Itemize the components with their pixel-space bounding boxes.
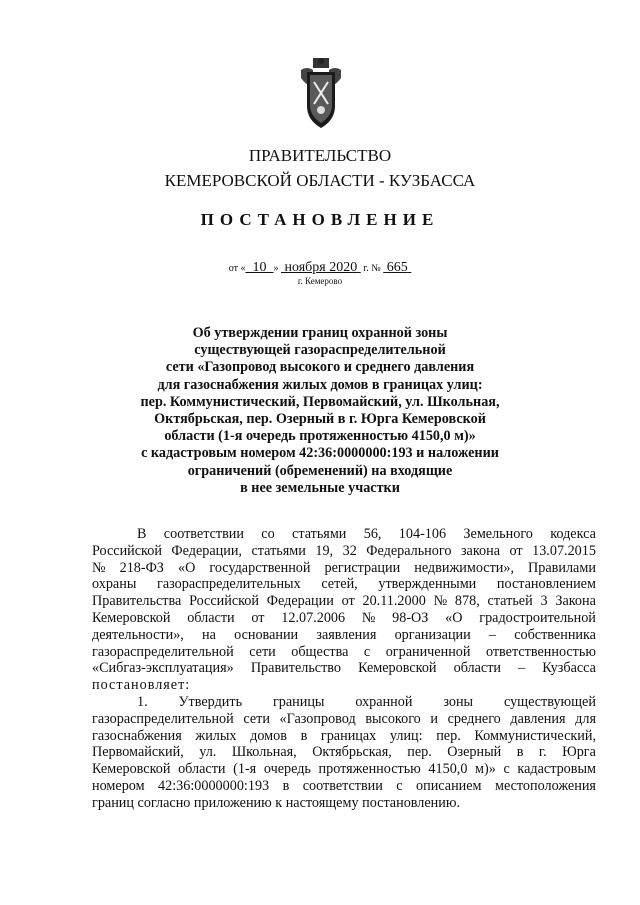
title-line: с кадастровым номером 42:36:0000000:193 и наложении (141, 445, 499, 462)
title-line: пер. Коммунистический, Первомайский, ул. Школьная, (140, 393, 500, 410)
date-mid2: г. № (363, 263, 381, 274)
document-number: 665 (386, 260, 408, 275)
date-day: 10 (252, 260, 267, 275)
title-line: для газоснабжения жилых домов в границах улиц: (157, 376, 483, 393)
city-label: г. Кемерово (297, 276, 343, 286)
government-line-1: ПРАВИТЕЛЬСТВО (248, 146, 392, 165)
title-line: ограничений (обременений) на входящие (187, 462, 453, 479)
title-line: существующей газораспределительной (194, 342, 446, 359)
body-line: номером 42:36:0000000:193 в соответствии с описанием местоположения (92, 777, 596, 794)
date-line (0, 260, 640, 276)
document-title (120, 325, 520, 497)
body-line: В соответствии со статьями 56, 104-106 Земельного кодекса (137, 526, 596, 542)
body-line: Кемеровской области (1-я очередь протяженностью 4150,0 м)» с кадастровым (92, 761, 596, 778)
title-line: сети «Газопровод высокого и среднего давления (165, 359, 475, 376)
title-line: Октябрьская, пер. Озерный в г. Юрга Кемеровской (154, 411, 486, 428)
body-line: № 218-ФЗ «О государственной регистрации недвижимости», Правилами (92, 559, 596, 576)
body-line: постановляет: (92, 677, 191, 694)
body-line: охраны газораспределительных сетей, утвержденными постановлением (92, 576, 596, 593)
title-line: Об утверждении границ охранной зоны (192, 325, 448, 341)
body-line: газораспределительной сети «Газопровод высокого и среднего давления для (92, 710, 596, 727)
body-line: Правительства Российской Федерации от 20.11.2000 № 878, статьей 3 Закона (92, 593, 596, 610)
body-line: 1. Утвердить границы охранной зоны существующей (137, 693, 596, 710)
title-line: в нее земельные участки (240, 479, 400, 496)
body-line: границ согласно приложению к настоящему постановлению. (92, 794, 461, 811)
body-line: газоснабжения жилых домов в границах улиц: пер. Коммунистический, (92, 727, 596, 744)
body-line: Кемеровской области от 12.07.2006 № 98-ОЗ «О градостроительной (92, 609, 596, 626)
body-line: Первомайский, ул. Школьная, Октябрьская, пер. Озерный в г. Юрга (92, 744, 596, 761)
body-line: газораспределительной сети общества с ограниченной ответственностью (92, 643, 596, 660)
title-line: области (1-я очередь протяженностью 4150,0 м)» (164, 428, 476, 445)
date-mid1: » (273, 263, 279, 274)
government-line-2: КЕМЕРОВСКОЙ ОБЛАСТИ - КУЗБАССА (164, 171, 476, 190)
coat-of-arms-icon (299, 58, 343, 130)
document-type: ПОСТАНОВЛЕНИЕ (200, 210, 440, 229)
body-line: Российской Федерации, статьями 19, 32 Федерального закона от 13.07.2015 (92, 542, 596, 559)
document-body (92, 526, 596, 812)
date-prefix: от « (228, 263, 246, 274)
body-line: деятельности», на основании заявления организации – собственника (92, 626, 596, 643)
date-month-year: ноября 2020 (284, 260, 358, 275)
body-line: «Сибгаз-эксплуатация» Правительство Кемеровской области – Кузбасса (92, 660, 596, 677)
